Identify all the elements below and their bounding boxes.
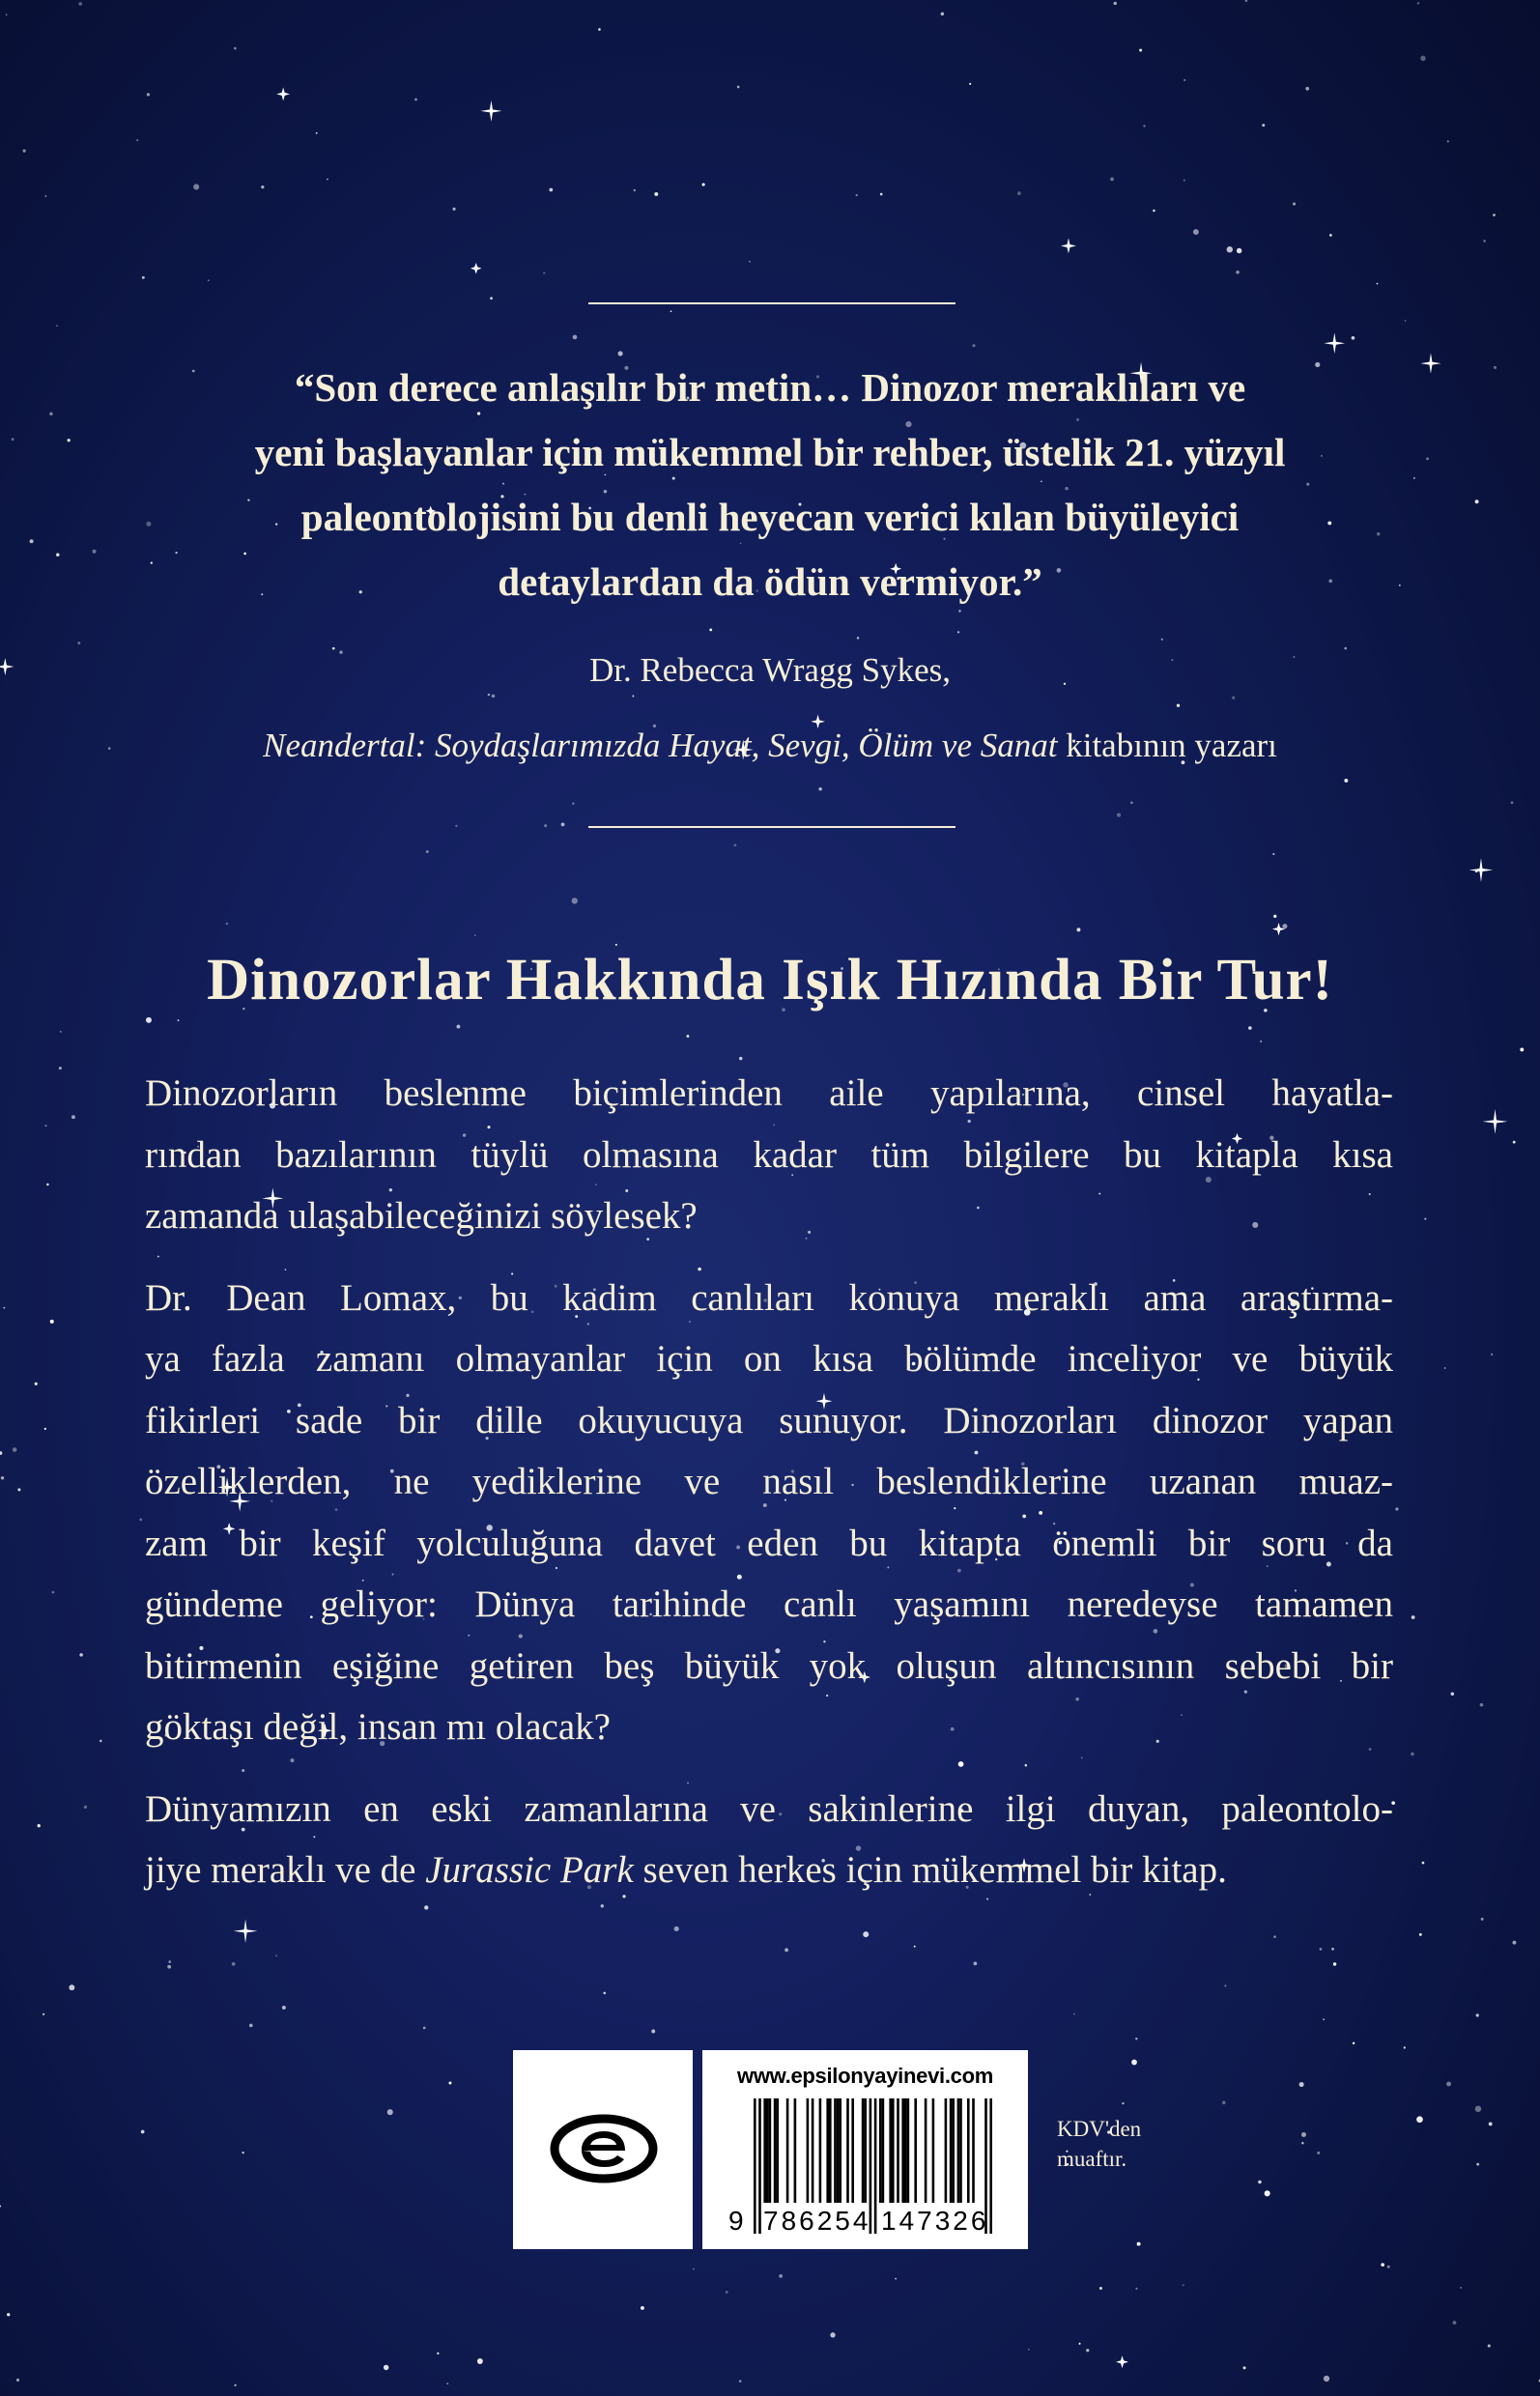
barcode-bar xyxy=(837,2098,840,2203)
star xyxy=(974,1961,978,1965)
star xyxy=(56,554,59,556)
star xyxy=(1258,2181,1261,2183)
star xyxy=(1153,210,1155,213)
star xyxy=(327,179,328,181)
author-name: Dr. Rebecca Wragg Sykes, xyxy=(588,651,952,689)
sparkle-star xyxy=(1116,2355,1128,2368)
barcode-bar xyxy=(945,2098,948,2203)
paragraph-line: zamanda ulaşabileceğinizi söylesek? xyxy=(145,1195,698,1237)
paragraph xyxy=(145,1063,1393,1247)
star xyxy=(1333,1962,1336,1965)
star xyxy=(1260,1041,1262,1042)
paragraph-line: fikirleri sade bir dille okuyucuya sunuyor. Dinozorları dinozor yapan xyxy=(145,1399,1393,1441)
star xyxy=(1243,2366,1246,2369)
blurb-quote xyxy=(145,356,1395,614)
barcode-bar xyxy=(957,2098,960,2203)
star xyxy=(1446,2082,1451,2087)
text: seven herkes için mükemmel bir kitap. xyxy=(633,1849,1227,1891)
star xyxy=(426,850,429,853)
star xyxy=(544,824,547,827)
star xyxy=(1513,1141,1516,1144)
star xyxy=(1245,0,1248,2)
star xyxy=(674,1926,679,1931)
star xyxy=(749,261,751,263)
star xyxy=(1317,2152,1320,2154)
star xyxy=(79,1653,83,1657)
star xyxy=(1193,229,1199,235)
star xyxy=(1236,271,1240,274)
star xyxy=(45,195,47,197)
text: jiye meraklı ve de xyxy=(145,1849,426,1891)
star xyxy=(43,2013,44,2015)
star xyxy=(941,13,944,15)
sparkle-star xyxy=(480,100,501,122)
star xyxy=(71,1115,75,1119)
star xyxy=(178,1019,180,1021)
star xyxy=(598,28,601,31)
paragraph xyxy=(145,1268,1393,1758)
star xyxy=(1320,1948,1323,1951)
barcode-bar xyxy=(901,2098,904,2203)
star xyxy=(1028,2349,1030,2351)
star xyxy=(446,2382,448,2384)
star xyxy=(234,47,237,50)
star xyxy=(77,642,80,644)
paragraph-line xyxy=(145,1840,1393,1901)
star xyxy=(437,2353,439,2354)
star xyxy=(1122,2102,1124,2104)
star xyxy=(1224,1984,1226,1986)
star xyxy=(0,1451,2,1455)
barcode-bar xyxy=(914,2098,917,2203)
tax-note-line: muaftır. xyxy=(1057,2147,1127,2171)
quote-line: detaylardan da ödün vermiyor.” xyxy=(498,559,1042,604)
paragraph-line: göktaşı değil, insan mı olacak? xyxy=(145,1706,611,1748)
star xyxy=(1413,477,1415,479)
star xyxy=(615,944,617,946)
barcode-bar xyxy=(826,2098,829,2203)
barcode-bar xyxy=(812,2098,814,2203)
barcode-bar xyxy=(897,2098,899,2203)
star xyxy=(1301,2142,1303,2144)
star xyxy=(1387,2266,1390,2268)
quote-line: paleontolojisini bu denli heyecan verici kılan büyüleyici xyxy=(300,495,1240,539)
star xyxy=(387,2109,393,2115)
barcode-bar xyxy=(925,2098,927,2203)
star xyxy=(0,2205,1,2207)
star xyxy=(856,194,858,196)
sparkle-star xyxy=(1483,1109,1508,1134)
star xyxy=(1135,2038,1137,2039)
star xyxy=(1476,2013,1479,2016)
star xyxy=(23,150,26,153)
barcode-bar xyxy=(879,2098,882,2203)
star xyxy=(384,2365,388,2370)
star xyxy=(739,2380,742,2382)
star xyxy=(68,439,71,442)
star xyxy=(60,1031,62,1033)
star xyxy=(275,1954,277,1956)
star xyxy=(784,1948,788,1952)
quote-line: “Son derece anlaşılır bir metin… Dinozor meraklıları ve xyxy=(294,365,1246,410)
star xyxy=(93,550,97,554)
star xyxy=(474,934,476,936)
author-book-title: Neandertal: Soydaşlarımızda Hayat, Sevgi, Ölüm ve Sanat xyxy=(263,727,1058,764)
barcode-bar xyxy=(754,2098,756,2234)
star xyxy=(779,2274,783,2278)
star xyxy=(56,325,58,327)
star xyxy=(561,823,565,827)
tax-exempt-note xyxy=(1057,2114,1141,2174)
star xyxy=(38,1824,41,1827)
star xyxy=(737,86,740,89)
star xyxy=(490,297,493,300)
paragraph-line: bitirmenin eşiğine getiren beş büyük yok oluşun altıncısının sebebi bir xyxy=(145,1644,1393,1687)
star xyxy=(1272,853,1274,855)
star xyxy=(1184,179,1185,181)
star xyxy=(1511,801,1514,804)
sparkle-star xyxy=(234,1920,258,1944)
star xyxy=(1483,240,1486,242)
star xyxy=(1475,2106,1481,2112)
star xyxy=(739,1057,742,1060)
barcode-bar xyxy=(776,2098,779,2203)
barcode-bar xyxy=(932,2098,935,2203)
star xyxy=(1079,2343,1081,2345)
sparkle-star xyxy=(471,263,482,274)
star xyxy=(1352,336,1355,340)
star xyxy=(261,185,264,188)
star xyxy=(414,99,417,101)
star xyxy=(44,1125,46,1127)
star xyxy=(1331,1948,1334,1951)
star xyxy=(168,1960,171,1963)
star xyxy=(1512,1941,1516,1945)
star xyxy=(818,787,821,790)
star xyxy=(1135,2288,1137,2290)
star xyxy=(226,923,228,925)
star xyxy=(52,1591,55,1594)
barcode-bar xyxy=(763,2098,766,2203)
star xyxy=(1460,2287,1462,2289)
star xyxy=(1381,2263,1384,2267)
star xyxy=(1110,177,1114,181)
barcode-bar xyxy=(846,2098,849,2203)
star xyxy=(1265,2190,1270,2196)
star xyxy=(1329,234,1332,237)
star xyxy=(100,1740,102,1743)
star xyxy=(880,193,883,196)
star xyxy=(3,1307,5,1309)
star xyxy=(423,2027,426,2030)
star xyxy=(46,1184,49,1186)
star xyxy=(457,1025,461,1029)
star xyxy=(972,344,975,347)
star xyxy=(1273,1935,1276,1938)
star xyxy=(1416,2116,1423,2123)
sparkle-star xyxy=(1420,354,1440,374)
barcode-bar xyxy=(864,2098,867,2203)
barcode-bar xyxy=(758,2098,761,2234)
star xyxy=(1305,87,1309,91)
description-body xyxy=(145,1063,1393,1922)
star xyxy=(1411,1753,1414,1756)
barcode-bar xyxy=(882,2098,885,2203)
star xyxy=(84,1806,87,1809)
barcode-bar xyxy=(874,2098,877,2234)
star xyxy=(455,825,457,827)
star xyxy=(35,1383,38,1385)
sparkle-star xyxy=(0,658,14,675)
star xyxy=(1222,2101,1226,2105)
star xyxy=(1143,125,1145,127)
barcode-bar xyxy=(794,2098,797,2203)
star xyxy=(1481,1918,1484,1921)
star xyxy=(30,539,34,543)
star xyxy=(242,2152,243,2154)
star xyxy=(142,276,145,279)
star xyxy=(1420,56,1425,61)
barcode-bar xyxy=(839,2098,841,2203)
star xyxy=(1323,2018,1325,2020)
star xyxy=(1475,499,1479,503)
star xyxy=(141,2130,145,2134)
quote-line: yeni başlayanlar için mükemmel bir rehber, üstelik 21. yüzyıl xyxy=(254,430,1286,474)
star xyxy=(316,132,318,134)
barcode-bar xyxy=(967,2098,970,2203)
star xyxy=(282,2006,286,2010)
star xyxy=(1117,813,1121,817)
paragraph-line: gündeme geliyor: Dünya tarihinde canlı yaşamını neredeyse tamamen xyxy=(145,1583,1393,1625)
star xyxy=(1493,214,1496,216)
barcode-bar xyxy=(774,2098,777,2203)
star xyxy=(1017,191,1021,195)
barcode-digit-first: 9 xyxy=(728,2206,744,2234)
barcode-bar xyxy=(851,2098,854,2203)
barcode-bar xyxy=(766,2098,769,2203)
paragraph-line: Dinozorların beslenme biçimlerinden aile yapılarına, cinsel hayatla- xyxy=(145,1072,1393,1114)
star xyxy=(1377,283,1379,285)
star xyxy=(1480,1703,1484,1707)
star xyxy=(895,2278,897,2280)
star xyxy=(1293,203,1296,206)
sparkle-star xyxy=(1469,858,1494,882)
barcode-bar xyxy=(829,2098,832,2203)
star xyxy=(78,2,82,6)
star xyxy=(1353,2042,1355,2044)
star xyxy=(549,188,553,192)
star xyxy=(1273,915,1276,918)
barcode-bar xyxy=(950,2098,953,2203)
star xyxy=(1451,1692,1455,1696)
star xyxy=(7,2313,10,2316)
star xyxy=(1282,924,1287,928)
publisher-logo-box xyxy=(513,2050,693,2249)
star xyxy=(1237,248,1242,254)
star xyxy=(830,2332,835,2337)
star xyxy=(572,898,578,903)
star xyxy=(6,14,8,15)
barcode-bar xyxy=(892,2098,895,2203)
barcode-bar xyxy=(959,2098,962,2203)
movie-title: Jurassic Park xyxy=(425,1849,634,1891)
star xyxy=(1419,1933,1422,1936)
barcode-bar xyxy=(786,2098,789,2203)
sparkle-star xyxy=(1061,238,1076,253)
barcode-bar xyxy=(807,2098,810,2203)
star xyxy=(1076,927,1080,931)
star xyxy=(1453,2321,1457,2325)
bottom-divider xyxy=(588,826,955,828)
star xyxy=(44,1428,46,1430)
star xyxy=(234,2384,236,2386)
barcode-bar xyxy=(952,2098,955,2203)
star xyxy=(1248,1026,1252,1030)
star xyxy=(1262,124,1265,127)
star xyxy=(208,279,210,281)
barcode-digits-left: 786254 xyxy=(763,2206,871,2234)
star xyxy=(641,2306,644,2310)
paragraph-line: ya fazla zamanı olmayanlar için on kısa bölümde inceliyor ve büyük xyxy=(145,1338,1393,1380)
star xyxy=(1227,246,1233,252)
star xyxy=(12,438,14,441)
paragraph-line: rından bazılarının tüylü olmasına kadar tüm bilgilere bu kitapla kısa xyxy=(145,1133,1393,1176)
star xyxy=(59,1067,62,1070)
star xyxy=(670,310,672,312)
star xyxy=(702,183,705,185)
star xyxy=(1130,802,1133,805)
star xyxy=(1183,2284,1184,2286)
epsilon-logo-icon xyxy=(550,2114,658,2183)
star xyxy=(726,2291,728,2294)
star xyxy=(1,1476,4,1479)
star xyxy=(1444,1367,1446,1369)
star xyxy=(1099,2287,1102,2290)
author-book-suffix: kitabının yazarı xyxy=(1057,727,1277,764)
star xyxy=(603,1992,606,1995)
star xyxy=(232,1962,236,1966)
star xyxy=(1086,2349,1089,2352)
star xyxy=(249,2024,253,2028)
barcode-bar xyxy=(769,2098,772,2203)
star xyxy=(654,192,658,196)
star xyxy=(146,1017,152,1023)
star xyxy=(1424,1218,1426,1220)
star xyxy=(16,2379,19,2382)
star xyxy=(1447,140,1449,142)
star xyxy=(1137,2242,1141,2246)
quote-attribution xyxy=(97,633,1443,784)
star xyxy=(1301,2132,1306,2137)
star xyxy=(1299,2082,1304,2087)
star xyxy=(1395,1507,1398,1510)
star xyxy=(1114,2,1117,5)
star xyxy=(1399,585,1401,586)
star xyxy=(1426,457,1429,460)
star xyxy=(17,1488,20,1491)
star xyxy=(1139,48,1142,51)
star xyxy=(863,1931,869,1937)
barcode-digits-right: 147326 xyxy=(881,2206,989,2234)
star xyxy=(543,272,545,274)
star xyxy=(693,2268,695,2270)
star xyxy=(1412,1615,1415,1619)
paragraph-line: özelliklerden, ne yediklerine ve nasıl beslendiklerine uzanan muaz- xyxy=(145,1461,1393,1502)
star xyxy=(452,208,455,211)
barcode-bar xyxy=(989,2098,992,2234)
star xyxy=(1520,1047,1524,1051)
star xyxy=(50,1320,54,1324)
barcode-bar xyxy=(819,2098,822,2203)
star xyxy=(147,93,150,96)
star xyxy=(1324,2376,1329,2382)
barcode-bar xyxy=(834,2098,837,2203)
star xyxy=(69,1984,74,1990)
barcode-bar xyxy=(904,2098,907,2203)
sparkle-star xyxy=(276,87,290,100)
barcode-bar xyxy=(889,2098,892,2203)
star xyxy=(477,2358,483,2364)
paragraph-line: Dr. Dean Lomax, bu kadim canlıları konuya meraklı ama araştırma- xyxy=(145,1276,1393,1319)
star xyxy=(969,83,971,85)
publisher-url[interactable]: www.epsilonyayinevi.com xyxy=(737,2064,993,2088)
paragraph xyxy=(145,1779,1393,1901)
star xyxy=(448,2082,451,2085)
sparkle-star xyxy=(1324,332,1345,354)
barcode-bar xyxy=(907,2098,910,2203)
star xyxy=(651,2030,655,2034)
star xyxy=(733,843,736,846)
star xyxy=(573,335,578,340)
star xyxy=(1422,1862,1425,1865)
isbn-barcode xyxy=(727,2098,1007,2234)
author-credit xyxy=(97,708,1443,784)
star xyxy=(572,803,574,805)
star xyxy=(139,1519,142,1522)
star xyxy=(1131,2060,1137,2066)
top-divider xyxy=(588,302,955,304)
star xyxy=(1494,366,1497,369)
section-heading: Dinozorlar Hakkında Işık Hızında Bir Tur! xyxy=(207,948,1333,1013)
star xyxy=(1489,2122,1493,2125)
star xyxy=(167,1965,171,1969)
tax-note-line: KDV'den xyxy=(1057,2117,1142,2141)
star xyxy=(1491,1354,1493,1355)
barcode-bar xyxy=(862,2098,865,2203)
paragraph-line: zam bir keşif yolculuğuna davet eden bu kitapta önemli bir soru da xyxy=(145,1522,1393,1564)
star xyxy=(1184,79,1185,81)
star xyxy=(914,1946,916,1948)
star xyxy=(709,628,712,631)
star xyxy=(1404,2046,1406,2048)
star xyxy=(686,1035,689,1038)
star xyxy=(49,413,52,415)
star xyxy=(136,139,138,141)
paragraph-line: Dünyamızın en eski zamanlarına ve sakinlerine ilgi duyan, paleontolo- xyxy=(145,1787,1393,1830)
star xyxy=(1476,2163,1479,2166)
star xyxy=(13,1447,17,1452)
star xyxy=(1405,320,1407,322)
star xyxy=(1073,2013,1075,2015)
star xyxy=(1488,2345,1491,2348)
isbn-barcode-box xyxy=(702,2050,1028,2249)
star xyxy=(634,189,636,191)
star xyxy=(1417,2,1420,5)
barcode-bar xyxy=(972,2098,975,2203)
star xyxy=(193,184,199,189)
